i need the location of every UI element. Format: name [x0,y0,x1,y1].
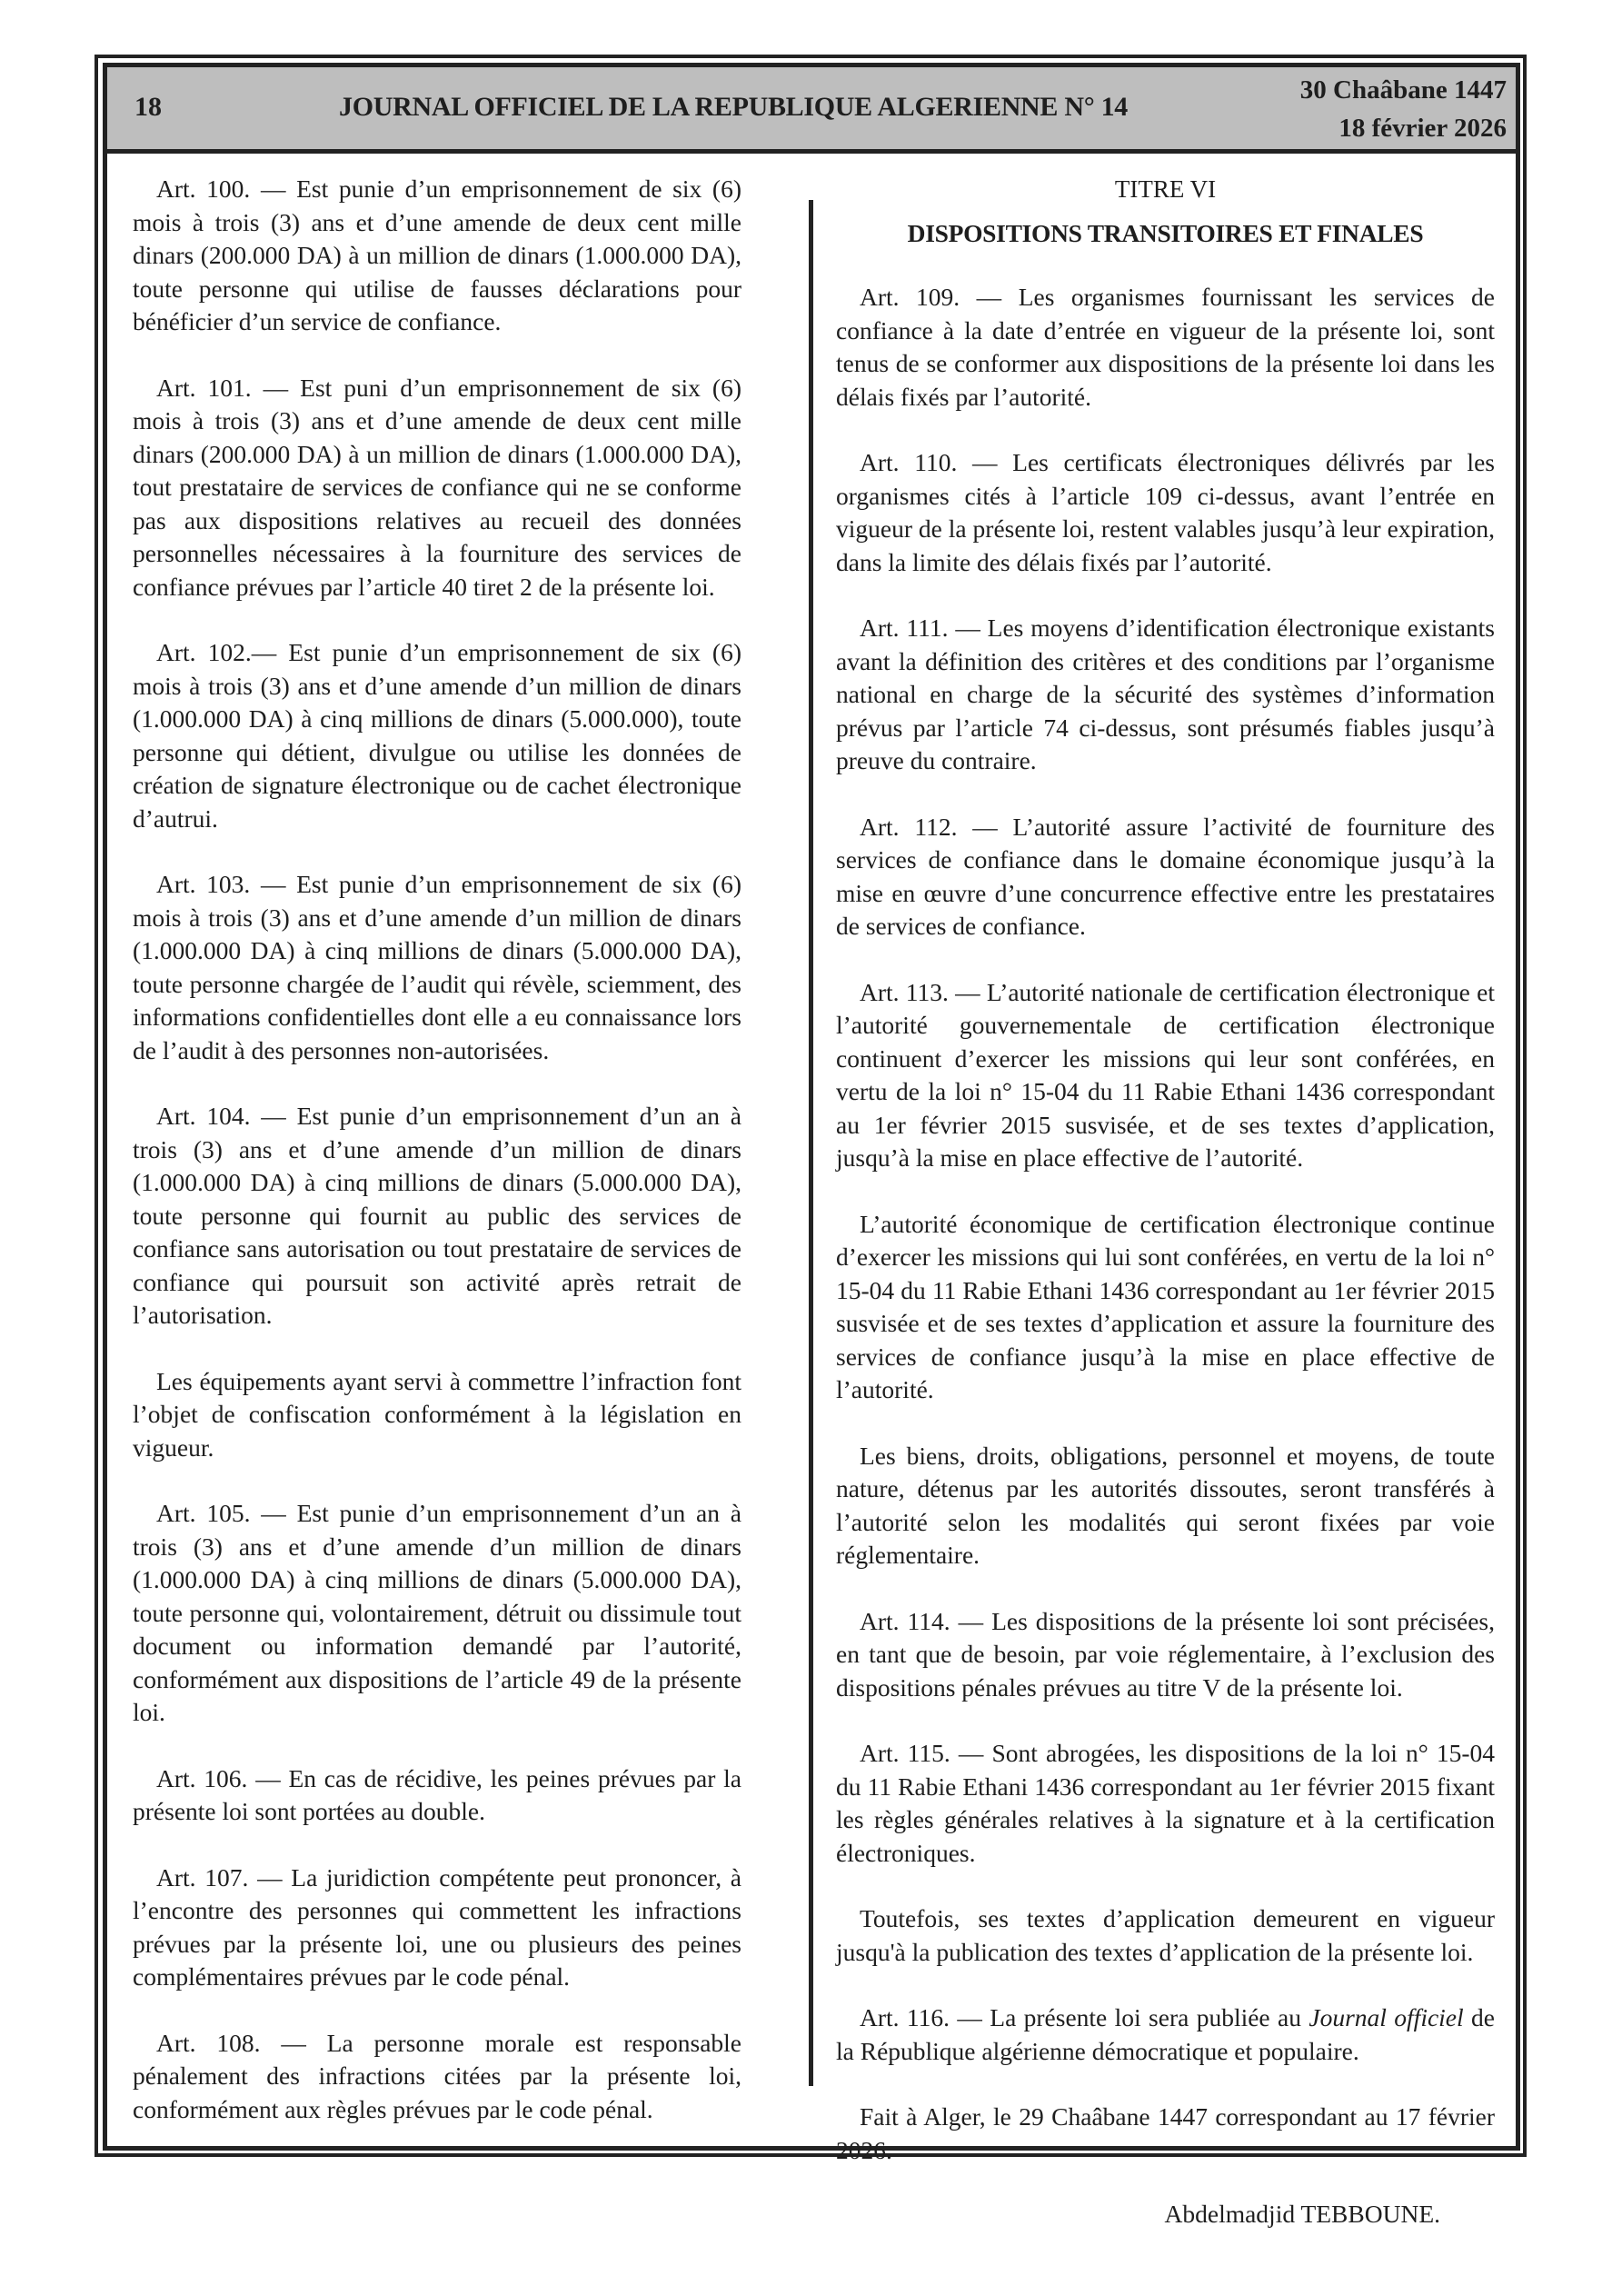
article-105: Art. 105. — Est punie d’un emprisonnement d’un an à trois (3) ans et d’une amende d’un million de dinars (1.000.000 DA) à cinq millions de dinars (5.000.000 DA), toute personne qui, volontairement, détruit ou dissimule tout document ou information demandé par l’autorité, conformément aux dispositions de l’article 49 de la présente loi. [133,1499,741,1726]
right-column [836,173,1495,2256]
issue-date [1300,71,1507,147]
date-hijri: 30 Chaâbane 1447 [1299,75,1507,105]
article-115: Art. 115. — Sont abrogées, les dispositions de la loi n° 15-04 du 11 Rabie Ethani 1436 correspondant au 1er février 2015 fixant les règles générales relatives à la signature et à la certification électroniques. [836,1739,1495,1867]
article-114: Art. 114. — Les dispositions de la présente loi sont précisées, en tant que de besoin, par voie réglementaire, à l’exclusion des dispositions pénales prévues au titre V de la présente loi. [836,1606,1495,1702]
section-subtitle: DISPOSITIONS TRANSITOIRES ET FINALES [907,218,1424,247]
article-115-paragraph-2: Toutefois, ses textes d’application demeurent en vigueur jusqu'à la publication des textes d’application de la présente loi. [836,1904,1495,1966]
article-112: Art. 112. — L’autorité assure l’activité de fourniture des services de confiance dans le domaine économique jusqu’à la mise en œuvre d’une concurrence effective entre les prestataires de services de confiance. [836,812,1495,940]
article-109: Art. 109. — Les organismes fournissant les services de confiance à la date d’entrée en vigueur de la présente loi, sont tenus de se conformer aux dispositions de la présente loi dans les délais fixés par l’autorité. [836,283,1495,411]
column-divider [809,200,813,2086]
article-106: Art. 106. — En cas de récidive, les peines prévues par la présente loi sont portées au double. [133,1763,741,1825]
closing-statement: Fait à Alger, le 29 Chaâbane 1447 correspondant au 17 février 2026. [836,2102,1495,2164]
article-113-paragraph-3: Les biens, droits, obligations, personnel et moyens, de toute nature, détenus par les autorités dissoutes, seront transférés à l’autorité selon les modalités qui seront fixées par voie réglementaire. [836,1441,1495,1569]
journal-title: JOURNAL OFFICIEL DE LA REPUBLIQUE ALGERIENNE N° 14 [339,92,1128,122]
article-113-paragraph-2: L’autorité économique de certification électronique continue d’exercer les missions qui lui sont conférées, en vertu de la loi n° 15-04 du 11 Rabie Ethani 1436 correspondant au 1er février 2015 susvisée et de ses textes d’application et assure la fourniture des services de confiance jusqu’à la mise en place effective de l’autorité. [836,1209,1495,1403]
article-102: Art. 102.— Est punie d’un emprisonnement de six (6) mois à trois (3) ans et d’une amende d’un million de dinars (1.000.000 DA) à cinq millions de dinars (5.000.000), toute personne qui détient, divulgue ou utilise les données de création de signature électronique ou de cachet électronique d’autrui. [133,638,741,833]
article-101: Art. 101. — Est puni d’un emprisonnement de six (6) mois à trois (3) ans et d’une amende de deux cent mille dinars (200.000 DA) à un million de dinars (1.000.000 DA), tout prestataire de services de confiance qui ne se conforme pas aux dispositions relatives au recueil des données personnelles nécessaires à la fourniture des services de confiance prévues par l’article 40 tiret 2 de la présente loi. [133,373,741,601]
section-title: TITRE VI [1114,175,1217,203]
left-column [133,173,741,2159]
article-116-text-b: de la République algérienne démocratique et populaire. [836,2003,1495,2065]
page-header [107,67,1516,154]
article-104-paragraph-2: Les équipements ayant servi à commettre l’infraction font l’objet de confiscation conformément à la législation en vigueur. [133,1366,741,1462]
journal-officiel-italic: Journal officiel [1309,2003,1464,2031]
date-gregorian: 18 février 2026 [1338,114,1507,143]
article-100: Art. 100. — Est punie d’un emprisonnement de six (6) mois à trois (3) ans et d’une amende de deux cent mille dinars (200.000 DA) à un million de dinars (1.000.000 DA), toute personne qui utilise de fausses déclarations pour bénéficier d’un service de confiance. [133,175,741,335]
article-108: Art. 108. — La personne morale est responsable pénalement des infractions citées par la présente loi, conformément aux règles prévues par le code pénal. [133,2028,741,2123]
article-107: Art. 107. — La juridiction compétente peut prononcer, à l’encontre des personnes qui commettent les infractions prévues par la présente loi, une ou plusieurs des peines complémentaires prévues par le code pénal. [133,1862,741,1991]
article-113: Art. 113. — L’autorité nationale de certification électronique et l’autorité gouvernementale de certification électronique continuent d’exercer les missions qui leur sont conférées, en vertu de la loi n° 15-04 du 11 Rabie Ethani 1436 correspondant au 1er février 2015 susvisée, et de ses textes d’application, jusqu’à la mise en place effective de l’autorité. [836,977,1495,1172]
article-104: Art. 104. — Est punie d’un emprisonnement d’un an à trois (3) ans et d’une amende d’un million de dinars (1.000.000 DA) à cinq millions de dinars (5.000.000 DA), toute personne qui fournit au public des services de confiance sans autorisation ou tout prestataire de services de confiance qui poursuit son activité après retrait de l’autorisation. [133,1102,741,1329]
signature: Abdelmadjid TEBBOUNE. [1164,2200,1440,2228]
article-110: Art. 110. — Les certificats électroniques délivrés par les organismes cités à l’article 109 ci-dessus, avant l’entrée en vigueur de la présente loi, restent valables jusqu’à leur expiration, dans la limite des délais fixés par l’autorité. [836,448,1495,576]
article-116 [836,2002,1495,2068]
article-111: Art. 111. — Les moyens d’identification électronique existants avant la définition des critères et des conditions par l’organisme national en charge de la sécurité des systèmes d’information prévus par l’article 74 ci-dessus, sont présumés fiables jusqu’à preuve du contraire. [836,614,1495,774]
article-103: Art. 103. — Est punie d’un emprisonnement de six (6) mois à trois (3) ans et d’une amende d’un million de dinars (1.000.000 DA) à cinq millions de dinars (5.000.000 DA), toute personne chargée de l’audit qui révèle, sciemment, des informations confidentielles dont elle a eu connaissance lors de l’audit à des personnes non-autorisées. [133,870,741,1064]
page-number: 18 [134,92,162,122]
article-116-text-a: Art. 116. — La présente loi sera publiée au [860,2003,1309,2031]
